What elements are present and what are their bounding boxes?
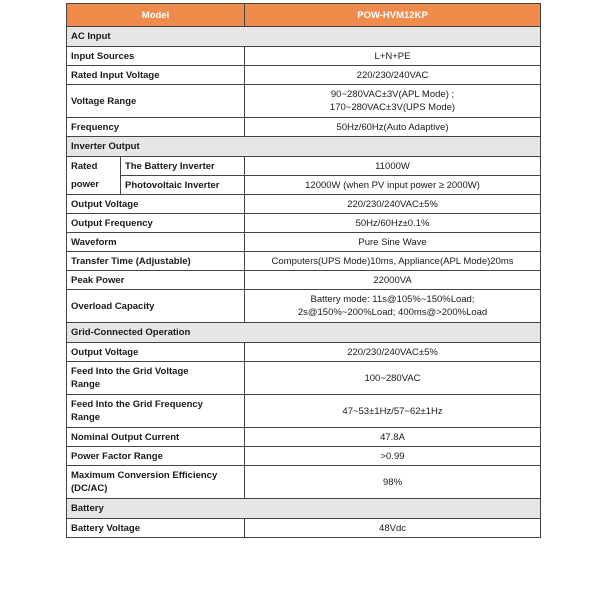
row-label bbox=[67, 362, 245, 395]
rated-power-label-top: Rated bbox=[67, 157, 121, 176]
row-label: Voltage Range bbox=[67, 85, 245, 118]
table-row bbox=[67, 343, 541, 362]
row-value bbox=[245, 290, 541, 323]
row-label: Output Voltage bbox=[67, 343, 245, 362]
row-value: 12000W (when PV input power ≥ 2000W) bbox=[245, 176, 541, 195]
table-row bbox=[67, 447, 541, 466]
row-label bbox=[67, 466, 245, 499]
section-ac-input: AC Input bbox=[67, 27, 541, 47]
row-value: >0.99 bbox=[245, 447, 541, 466]
row-value: 220/230/240VAC±5% bbox=[245, 195, 541, 214]
row-value: 100~280VAC bbox=[245, 362, 541, 395]
label-line: Feed Into the Grid Frequency bbox=[71, 399, 203, 410]
row-label: Overload Capacity bbox=[67, 290, 245, 323]
table-row bbox=[67, 395, 541, 428]
label-line: (DC/AC) bbox=[71, 483, 108, 494]
row-label: Frequency bbox=[67, 118, 245, 137]
section-row bbox=[67, 27, 541, 47]
row-label: Peak Power bbox=[67, 271, 245, 290]
section-row bbox=[67, 323, 541, 343]
section-inverter-output: Inverter Output bbox=[67, 137, 541, 157]
row-label bbox=[67, 395, 245, 428]
row-value: 47.8A bbox=[245, 428, 541, 447]
label-line: Feed Into the Grid Voltage bbox=[71, 366, 189, 377]
label-line: Maximum Conversion Efficiency bbox=[71, 470, 218, 481]
table-row bbox=[67, 66, 541, 85]
table-row bbox=[67, 176, 541, 195]
row-label: Input Sources bbox=[67, 47, 245, 66]
table-row bbox=[67, 233, 541, 252]
table-header-row bbox=[67, 4, 541, 27]
row-label: Nominal Output Current bbox=[67, 428, 245, 447]
section-grid: Grid-Connected Operation bbox=[67, 323, 541, 343]
spec-table bbox=[66, 3, 541, 538]
row-value: L+N+PE bbox=[245, 47, 541, 66]
table-row bbox=[67, 118, 541, 137]
row-label: Rated Input Voltage bbox=[67, 66, 245, 85]
row-label: Photovoltaic Inverter bbox=[121, 176, 245, 195]
row-label: The Battery Inverter bbox=[121, 157, 245, 176]
row-label: Transfer Time (Adjustable) bbox=[67, 252, 245, 271]
label-line: Range bbox=[71, 412, 101, 423]
row-label: Battery Voltage bbox=[67, 519, 245, 538]
row-value: 47~53±1Hz/57~62±1Hz bbox=[245, 395, 541, 428]
table-row bbox=[67, 195, 541, 214]
row-value: 98% bbox=[245, 466, 541, 499]
row-value: 22000VA bbox=[245, 271, 541, 290]
row-label: Waveform bbox=[67, 233, 245, 252]
table-row bbox=[67, 252, 541, 271]
table-row bbox=[67, 214, 541, 233]
rated-power-label-bottom: power bbox=[67, 176, 121, 195]
table-row bbox=[67, 362, 541, 395]
row-value: 220/230/240VAC bbox=[245, 66, 541, 85]
model-header-label: Model bbox=[67, 4, 245, 27]
table-row bbox=[67, 466, 541, 499]
section-row bbox=[67, 499, 541, 519]
model-header-value: POW-HVM12KP bbox=[245, 4, 541, 27]
row-value: Pure Sine Wave bbox=[245, 233, 541, 252]
row-value: Computers(UPS Mode)10ms, Appliance(APL Mode)20ms bbox=[245, 252, 541, 271]
value-line: 2s@150%~200%Load; 400ms@>200%Load bbox=[297, 307, 488, 318]
row-value: 48Vdc bbox=[245, 519, 541, 538]
row-value: 50Hz/60Hz±0.1% bbox=[245, 214, 541, 233]
table-row bbox=[67, 271, 541, 290]
value-line: Battery mode: 11s@105%~150%Load; bbox=[310, 294, 475, 305]
row-label: Output Frequency bbox=[67, 214, 245, 233]
value-line: 90~280VAC±3V(APL Mode) ; bbox=[330, 89, 455, 100]
value-line: 170~280VAC±3V(UPS Mode) bbox=[329, 102, 456, 113]
row-value bbox=[245, 85, 541, 118]
table-row bbox=[67, 157, 541, 176]
row-label: Output Voltage bbox=[67, 195, 245, 214]
table-row bbox=[67, 290, 541, 323]
row-value: 11000W bbox=[245, 157, 541, 176]
section-battery: Battery bbox=[67, 499, 541, 519]
label-line: Range bbox=[71, 379, 101, 390]
row-value: 50Hz/60Hz(Auto Adaptive) bbox=[245, 118, 541, 137]
table-row bbox=[67, 47, 541, 66]
section-row bbox=[67, 137, 541, 157]
table-row bbox=[67, 428, 541, 447]
table-row bbox=[67, 519, 541, 538]
table-row bbox=[67, 85, 541, 118]
row-value: 220/230/240VAC±5% bbox=[245, 343, 541, 362]
row-label: Power Factor Range bbox=[67, 447, 245, 466]
